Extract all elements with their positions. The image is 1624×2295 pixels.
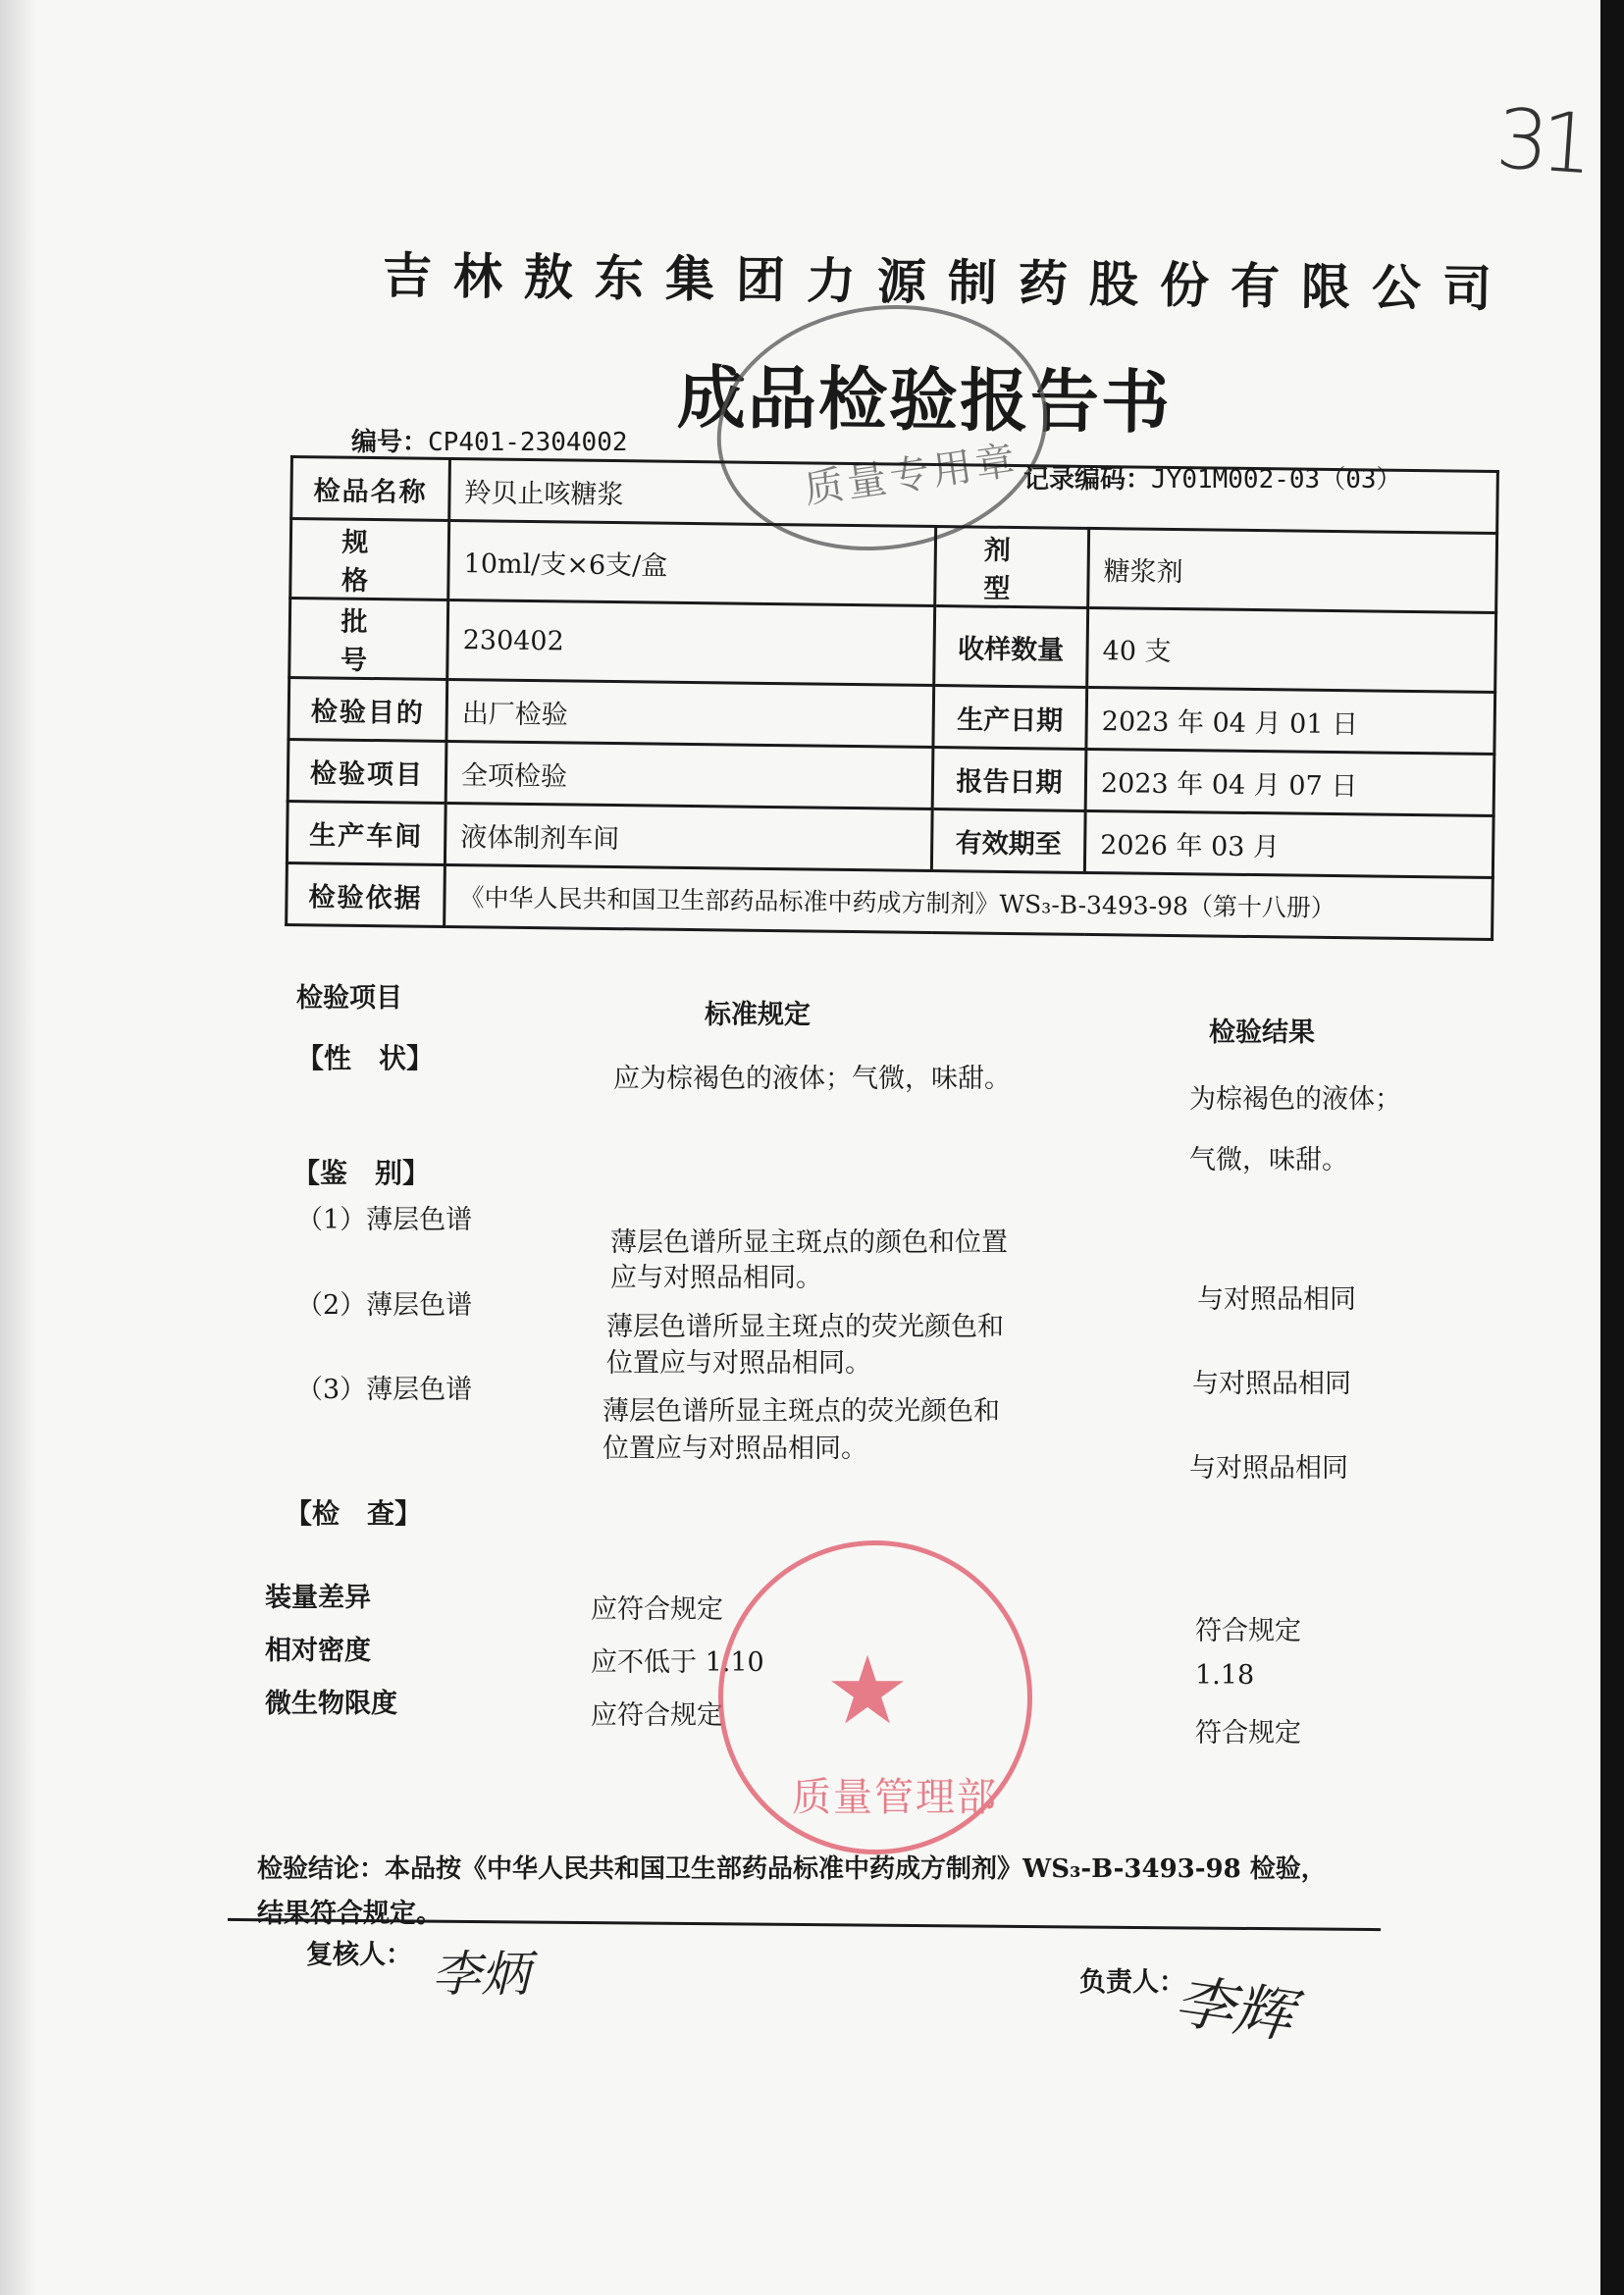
identification-test-standard-line1: 薄层色谱所显主斑点的颜色和位置 <box>610 1227 1008 1258</box>
company-name: 吉林敖东集团力源制药股份有限公司 <box>382 245 1514 319</box>
identification-test-result: 与对照品相同 <box>1189 1453 1348 1484</box>
prod-date-value: 2023 年 04 月 01 日 <box>1086 687 1495 754</box>
serial-value: CP401-2304002 <box>428 428 628 457</box>
sample-qty-label: 收样数量 <box>934 606 1088 688</box>
seal-star-icon: ★ <box>825 1636 911 1746</box>
seal-dept-text: 质量管理部 <box>792 1775 998 1820</box>
identification-heading: 【鉴 别】 <box>292 1157 431 1189</box>
inspection-test-name: 微生物限度 <box>265 1689 397 1719</box>
workshop-value: 液体制剂车间 <box>445 803 932 870</box>
responsible-signature: 李辉 <box>1171 1966 1297 2052</box>
purpose-label: 检验目的 <box>288 678 447 742</box>
column-result-header: 检验结果 <box>1209 1017 1315 1048</box>
column-item-header: 检验项目 <box>296 983 402 1014</box>
report-title: 成品检验报告书 <box>676 356 1173 443</box>
dosage-form-value: 糖浆剂 <box>1088 528 1497 612</box>
inspection-test-name: 装量差异 <box>265 1583 371 1613</box>
conclusion-line2: 结果符合规定。 <box>257 1899 443 1929</box>
inspection-test-standard: 应符合规定 <box>591 1594 723 1625</box>
scan-edge-left <box>0 0 37 2295</box>
identification-test-name: （3）薄层色谱 <box>296 1375 473 1405</box>
inspection-test-standard: 应不低于 1.10 <box>591 1647 764 1678</box>
spec-value: 10ml/支×6支/盒 <box>448 520 936 605</box>
inspection-test-result: 符合规定 <box>1195 1718 1301 1748</box>
quality-dept-red-seal <box>718 1540 1032 1854</box>
batch-value: 230402 <box>447 600 935 685</box>
serial-number <box>351 422 628 458</box>
items-label: 检验项目 <box>288 739 446 803</box>
spec-label: 规 格 <box>290 519 449 600</box>
expiry-value: 2026 年 03 月 <box>1084 810 1493 877</box>
identification-test-standard-line1: 薄层色谱所显主斑点的荧光颜色和 <box>606 1312 1004 1342</box>
inspection-test-standard: 应符合规定 <box>591 1700 723 1731</box>
scan-edge-right <box>1600 0 1624 2295</box>
workshop-label: 生产车间 <box>287 801 445 864</box>
inspection-test-name: 相对密度 <box>265 1636 371 1666</box>
inspection-test-result: 1.18 <box>1195 1660 1255 1691</box>
basis-value: 《中华人民共和国卫生部药品标准中药成方制剂》WS₃-B-3493-98（第十八册） <box>445 864 1493 939</box>
items-value: 全项检验 <box>445 741 933 808</box>
report-date-value: 2023 年 04 月 07 日 <box>1085 749 1494 815</box>
identification-test-name: （2）薄层色谱 <box>296 1290 473 1321</box>
record-code-value: JY01M002-03（03） <box>1151 465 1402 495</box>
character-result-line1: 为棕褐色的液体； <box>1189 1084 1401 1115</box>
batch-label: 批 号 <box>289 599 448 680</box>
prod-date-label: 生产日期 <box>933 686 1087 750</box>
reviewer-signature: 李炳 <box>432 1946 530 2003</box>
product-name-label: 检品名称 <box>291 457 450 521</box>
character-result-line2: 气微，味甜。 <box>1189 1145 1348 1175</box>
product-name-value: 羚贝止咳糖浆 <box>449 458 1498 533</box>
conclusion-line1: 检验结论：本品按《中华人民共和国卫生部药品标准中药成方制剂》WS₃-B-3493-98 检验， <box>257 1854 1327 1884</box>
serial-label: 编号： <box>351 428 429 457</box>
record-code-label: 记录编码： <box>1023 465 1152 495</box>
character-standard: 应为棕褐色的液体；气微，味甜。 <box>613 1064 1011 1094</box>
basis-label: 检验依据 <box>287 862 445 926</box>
sample-qty-value: 40 支 <box>1087 607 1496 692</box>
identification-test-standard-line2: 应与对照品相同。 <box>610 1263 822 1293</box>
product-info-table <box>285 455 1499 941</box>
purpose-value: 出厂检验 <box>446 679 934 747</box>
column-standard-header: 标准规定 <box>705 1000 811 1030</box>
identification-test-standard-line2: 位置应与对照品相同。 <box>606 1348 871 1379</box>
table-row <box>289 599 1496 693</box>
inspection-heading: 【检 查】 <box>285 1497 423 1530</box>
table-row <box>290 519 1497 613</box>
report-date-label: 报告日期 <box>932 748 1086 811</box>
identification-test-name: （1）薄层色谱 <box>296 1205 473 1235</box>
character-heading: 【性 状】 <box>296 1042 435 1074</box>
identification-test-standard-line2: 位置应与对照品相同。 <box>602 1434 867 1464</box>
page-number-handwritten: 31 <box>1493 89 1590 193</box>
reviewer-label: 复核人： <box>306 1940 412 1970</box>
identification-test-result: 与对照品相同 <box>1197 1284 1356 1315</box>
quality-seal-text: 质量专用章 <box>801 438 1022 513</box>
inspection-test-result: 符合规定 <box>1195 1616 1301 1646</box>
dosage-form-label: 剂 型 <box>935 527 1089 608</box>
responsible-label: 负责人： <box>1079 1967 1185 1998</box>
identification-test-result: 与对照品相同 <box>1192 1369 1351 1399</box>
expiry-label: 有效期至 <box>931 809 1085 873</box>
identification-test-standard-line1: 薄层色谱所显主斑点的荧光颜色和 <box>602 1396 1000 1427</box>
